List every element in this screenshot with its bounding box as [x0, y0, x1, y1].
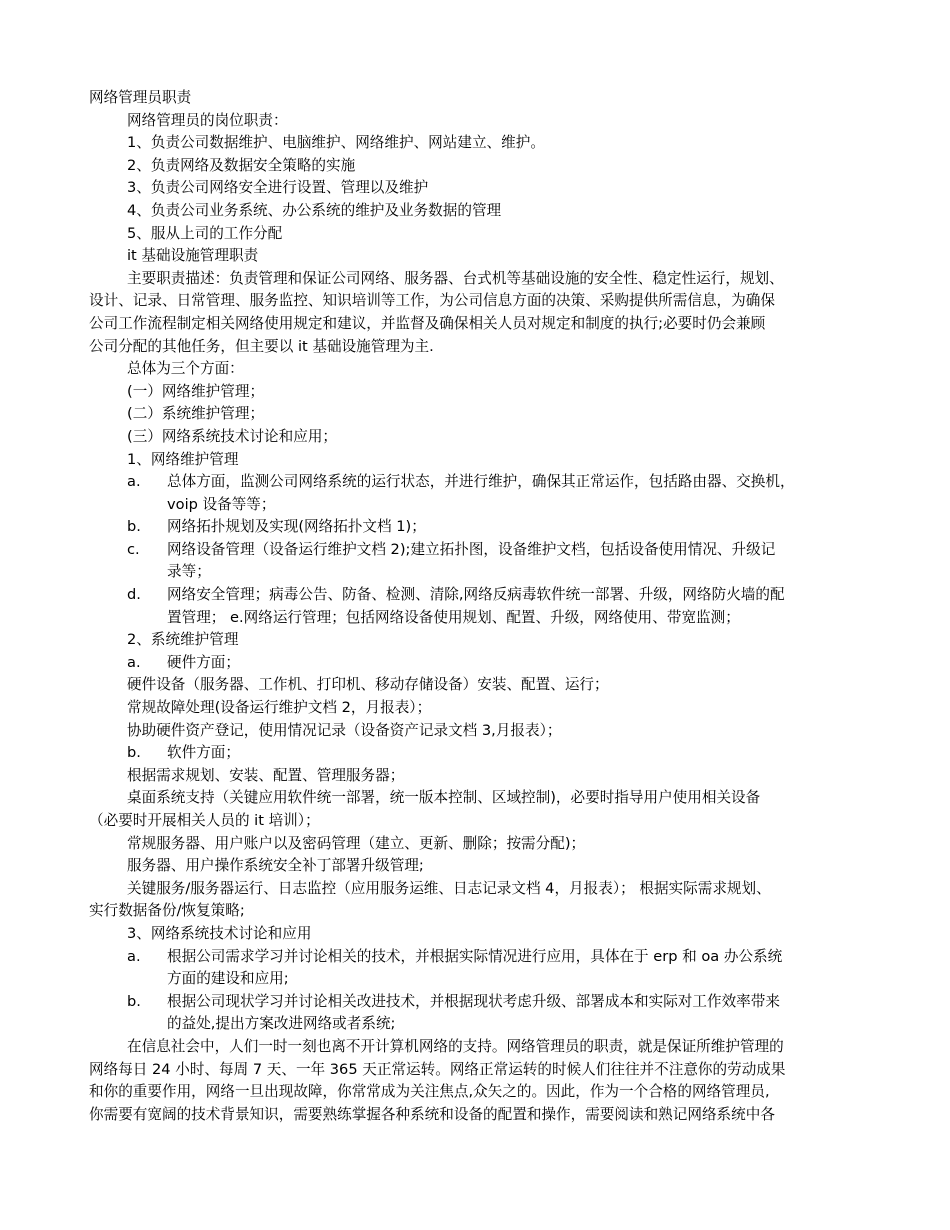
software-line: 常规服务器、用户账户以及密码管理（建立、更新、删除；按需分配)； — [127, 834, 586, 852]
list-item — [89, 652, 865, 675]
aspect-item: (二）系统维护管理； — [127, 405, 265, 423]
list-item-line: 录等； — [167, 563, 211, 581]
list-item — [89, 946, 865, 991]
list-item-line: 置管理； e.网络运行管理；包括网络设备使用规划、配置、升级，网络使用、带宽监测； — [167, 608, 740, 626]
it-heading: it 基础设施管理职责 — [127, 247, 259, 265]
list-item-line: 网络设备管理（设备运行维护文档 2);建立拓扑图，设备维护文档，包括设备使用情况、升级记 — [167, 540, 776, 558]
section-heading: 1、网络维护管理 — [127, 450, 239, 468]
section-heading: 2、系统维护管理 — [127, 631, 239, 649]
section-heading: 3、网络系统技术讨论和应用 — [127, 924, 312, 942]
software-line: 实行数据备份/恢复策略; — [89, 902, 245, 920]
list-item — [89, 991, 865, 1036]
list-marker: d. — [127, 586, 141, 604]
list-item — [89, 516, 865, 539]
list-item-line: 方面的建设和应用; — [167, 970, 289, 988]
duty-item: 3、负责公司网络安全进行设置、管理以及维护 — [127, 179, 429, 197]
list-marker: b. — [127, 744, 141, 762]
list-item-line: 的益处,提出方案改进网络或者系统; — [167, 1015, 396, 1033]
list-marker: c. — [127, 540, 140, 558]
software-line: （必要时开展相关人员的 it 培训）； — [89, 812, 320, 829]
list-item — [89, 584, 865, 629]
main-desc-line: 主要职责描述：负责管理和保证公司网络、服务器、台式机等基础设施的安全性、稳定性运行，规划、 — [127, 269, 784, 287]
list-item — [89, 742, 865, 765]
list-item-line: voip 设备等等； — [167, 495, 276, 513]
software-line: 服务器、用户操作系统安全补丁部署升级管理; — [127, 857, 424, 875]
list-item-line: 根据公司需求学习并讨论相关的技术，并根据实际情况进行应用，具体在于 erp 和 oa 办公系统 — [167, 947, 783, 965]
list-item-label: 硬件方面； — [167, 653, 240, 671]
list-item-line: 总体方面，监测公司网络系统的运行状态，并进行维护，确保其正常运作，包括路由器、交换机， — [167, 473, 795, 491]
document-page — [89, 87, 865, 1126]
duty-item: 5、服从上司的工作分配 — [127, 224, 283, 242]
list-item-line: 根据公司现状学习并讨论相关改进技术，并根据现状考虑升级、部署成本和实际对工作效率带来 — [167, 992, 780, 1010]
software-line: 根据需求规划、安装、配置、管理服务器； — [127, 766, 405, 784]
closing-line: 你需要有宽阔的技术背景知识，需要熟练掌握各种系统和设备的配置和操作，需要阅读和熟记网络系统中各 — [89, 1105, 775, 1123]
closing-line: 和你的重要作用，网络一旦出现故障，你常常成为关注焦点,众矢之的。因此，作为一个合格的网络管理员, — [89, 1083, 770, 1101]
list-marker: b. — [127, 518, 141, 536]
hardware-line: 硬件设备（服务器、工作机、打印机、移动存储设备）安装、配置、运行； — [127, 676, 609, 694]
main-desc-line: 公司工作流程制定相关网络使用规定和建议，并监督及确保相关人员对规定和制度的执行;必要时仍会兼顾 — [89, 314, 766, 332]
main-desc-line: 设计、记录、日常管理、服务监控、知识培训等工作，为公司信息方面的决策、采购提供所需信息，为确保 — [89, 292, 775, 310]
document-title: 网络管理员职责 — [89, 89, 192, 106]
hardware-line: 协助硬件资产登记，使用情况记录（设备资产记录文档 3,月报表）； — [127, 721, 562, 739]
closing-line: 网络每日 24 小时、每周 7 天、一年 365 天正常运转。网络正常运转的时候人们往往并不注意你的劳动成果 — [89, 1060, 786, 1078]
software-line: 桌面系统支持（关键应用软件统一部署，统一版本控制、区域控制)，必要时指导用户使用相关设备 — [127, 789, 761, 807]
duties-heading: 网络管理员的岗位职责： — [127, 111, 288, 129]
software-line: 关键服务/服务器运行、日志监控（应用服务运维、日志记录文档 4，月报表）； 根据实际需求规划、 — [127, 879, 771, 897]
duty-item: 2、负责网络及数据安全策略的实施 — [127, 156, 356, 174]
list-item-line: 网络拓扑规划及实现(网络拓扑文档 1)； — [167, 518, 426, 536]
list-marker: a. — [127, 473, 141, 491]
closing-line: 在信息社会中，人们一时一刻也离不开计算机网络的支持。网络管理员的职责，就是保证所维护管理的 — [127, 1037, 784, 1055]
aspect-item: (三）网络系统技术讨论和应用； — [127, 427, 338, 445]
list-item — [89, 539, 865, 584]
main-desc-line: 公司分配的其他任务，但主要以 it 基础设施管理为主. — [89, 337, 434, 355]
list-item-label: 软件方面； — [167, 744, 240, 762]
list-marker: b. — [127, 992, 141, 1010]
duty-item: 4、负责公司业务系统、办公系统的维护及业务数据的管理 — [127, 201, 502, 219]
hardware-line: 常规故障处理(设备运行维护文档 2，月报表）； — [127, 699, 432, 717]
list-item — [89, 471, 865, 516]
aspects-heading: 总体为三个方面： — [127, 360, 244, 378]
list-marker: a. — [127, 947, 141, 965]
aspect-item: (一）网络维护管理； — [127, 382, 265, 400]
duty-item: 1、负责公司数据维护、电脑维护、网络维护、网站建立、维护。 — [127, 134, 545, 152]
list-item-line: 网络安全管理；病毒公告、防备、检测、清除,网络反病毒软件统一部署、升级，网络防火墙的配 — [167, 586, 785, 604]
list-marker: a. — [127, 653, 141, 671]
